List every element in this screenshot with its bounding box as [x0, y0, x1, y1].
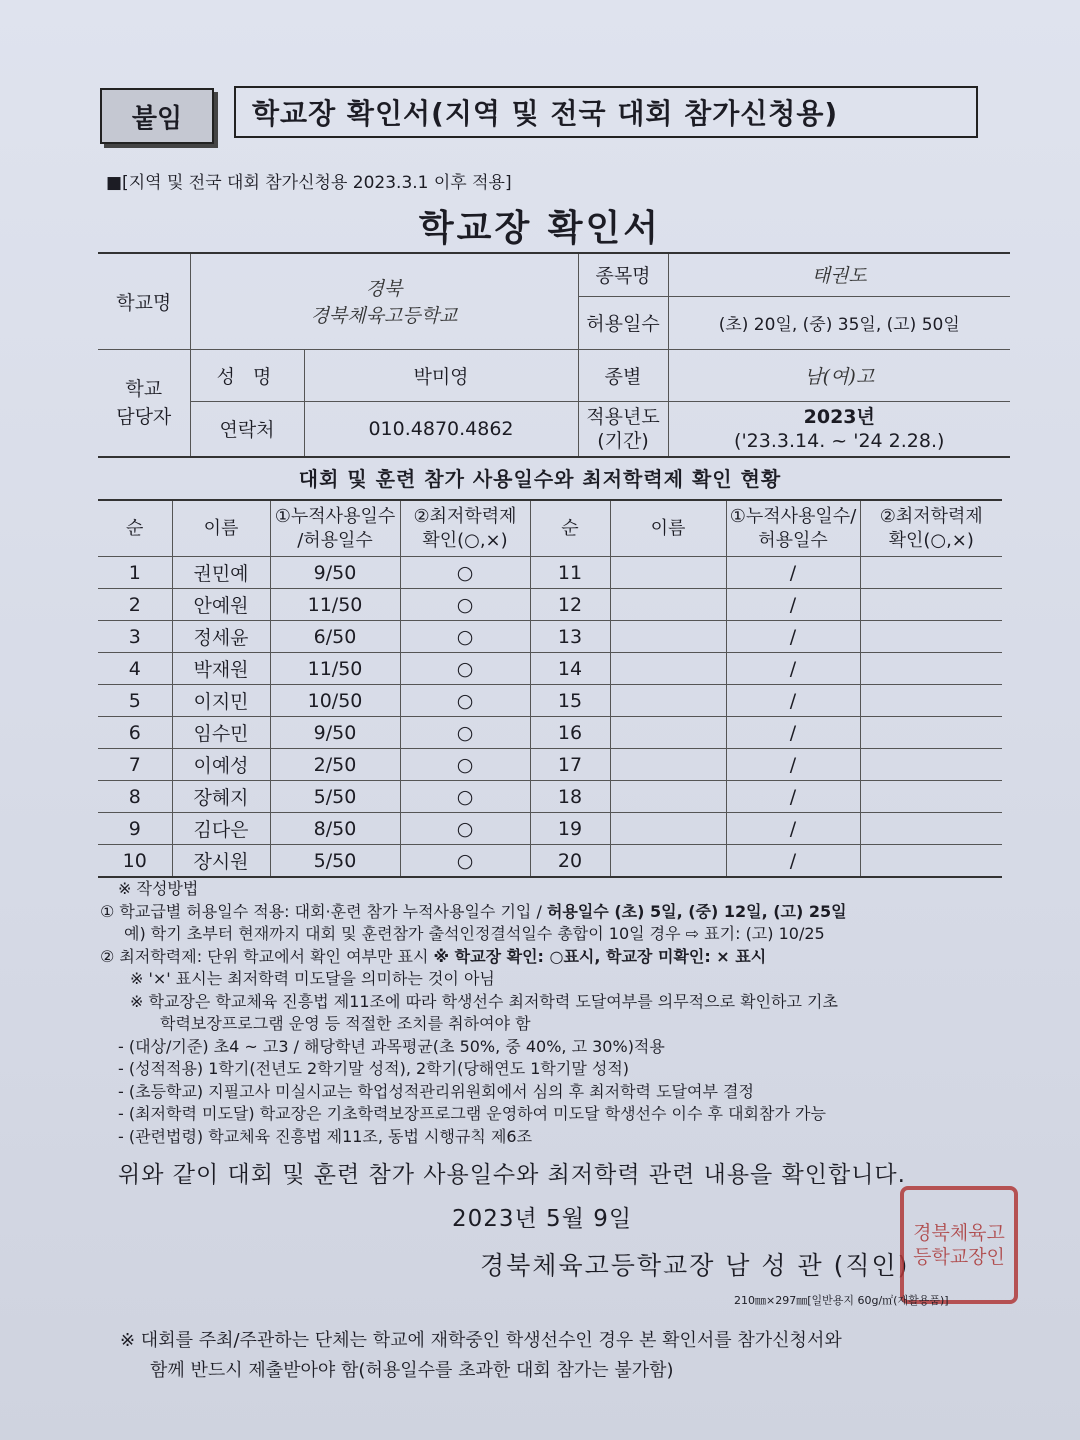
note-2-text: ② 최저학력제: 단위 학교에서 확인 여부만 표시 [100, 946, 434, 966]
principal-signature: 경북체육고등학교장 남 성 관 (직인) [480, 1251, 910, 1280]
header-check: ②최저학력제 확인(○,×) [860, 500, 1002, 557]
section-title: 대회 및 훈련 참가 사용일수와 최저학력제 확인 현황 [298, 467, 782, 491]
cell-name: 임수민 [172, 717, 270, 749]
cell-no: 7 [98, 749, 172, 781]
cell-no: 8 [98, 781, 172, 813]
cell-check [860, 685, 1002, 717]
confirmation-statement: 위와 같이 대회 및 훈련 참가 사용일수와 최저학력 관련 내용을 확인합니다. [118, 1162, 906, 1188]
header-name: 이름 [610, 500, 726, 557]
note-1-bold: 허용일수 (초) 5일, (중) 12일, (고) 25일 [546, 901, 847, 921]
cell-days: 5/50 [270, 781, 400, 813]
cell-days: 10/50 [270, 685, 400, 717]
allowed-days-value: (초) 20일, (중) 35일, (고) 50일 [668, 296, 1010, 349]
cell-check [860, 557, 1002, 589]
cell-days: 9/50 [270, 557, 400, 589]
cell-no: 4 [98, 653, 172, 685]
cell-check: ○ [400, 685, 530, 717]
cell-no: 2 [98, 589, 172, 621]
attachment-tag: 붙임 [100, 88, 214, 144]
detail-2: - (성적적용) 1학기(전년도 2학기말 성적), 2학기(당해연도 1학기말 성적) [118, 1059, 630, 1078]
header-no: 순 [530, 500, 610, 557]
school-region: 경북 [365, 278, 403, 301]
cell-name: 권민예 [172, 557, 270, 589]
cell-no: 16 [530, 717, 610, 749]
cell-name: 이지민 [172, 685, 270, 717]
table-row [98, 717, 1002, 749]
cell-days: / [726, 653, 860, 685]
table-row [98, 589, 1002, 621]
note-4b: 학력보장프로그램 운영 등 적절한 조치를 취하여야 함 [160, 1014, 531, 1033]
table-row [98, 557, 1002, 589]
cell-check [860, 717, 1002, 749]
cell-no: 11 [530, 557, 610, 589]
cell-check: ○ [400, 781, 530, 813]
category-value: 남(여)고 [668, 349, 1010, 401]
cell-name: 장시원 [172, 845, 270, 878]
header-days: ①누적사용일수/ 허용일수 [726, 500, 860, 557]
sport-label: 종목명 [578, 253, 668, 296]
cell-days: / [726, 813, 860, 845]
cell-days: / [726, 557, 860, 589]
cell-name: 이예성 [172, 749, 270, 781]
cell-check: ○ [400, 845, 530, 878]
cell-no: 9 [98, 813, 172, 845]
cell-days: / [726, 749, 860, 781]
cell-name [610, 685, 726, 717]
cell-check [860, 813, 1002, 845]
table-row [98, 653, 1002, 685]
table-row [98, 813, 1002, 845]
cell-no: 6 [98, 717, 172, 749]
cell-no: 3 [98, 621, 172, 653]
sport-value: 태권도 [668, 253, 1010, 296]
cell-name [610, 717, 726, 749]
paper-spec: 210㎜×297㎜[일반용지 60g/㎡(재활용품)] [734, 1294, 949, 1307]
notes-heading: ※ 작성방법 [118, 879, 199, 898]
table-row [98, 749, 1002, 781]
cell-check: ○ [400, 557, 530, 589]
cell-name [610, 557, 726, 589]
manager-label: 학교 담당자 [98, 349, 190, 457]
cell-days: 8/50 [270, 813, 400, 845]
cell-days: / [726, 845, 860, 878]
cell-days: / [726, 621, 860, 653]
cell-no: 14 [530, 653, 610, 685]
period-value: ('23.3.14. ~ '24 2.28.) [734, 429, 945, 452]
page-title: 학교장 확인서 [418, 208, 662, 249]
cell-no: 12 [530, 589, 610, 621]
table-row [98, 621, 1002, 653]
contact-value: 010.4870.4862 [304, 401, 578, 457]
cell-days: 11/50 [270, 589, 400, 621]
detail-1: - (대상/기준) 초4 ~ 고3 / 해당학년 과목평균(초 50%, 중 40%, 고 30%)적용 [118, 1036, 665, 1056]
header-name: 이름 [172, 500, 270, 557]
category-label: 종별 [578, 349, 668, 401]
note-3: ※ '×' 표시는 최저학력 미도달을 의미하는 것이 아님 [130, 969, 495, 988]
table-row [98, 781, 1002, 813]
cell-name [610, 845, 726, 878]
detail-5: - (관련법령) 학교체육 진흥법 제11조, 동법 시행규칙 제6조 [118, 1126, 533, 1146]
cell-check [860, 781, 1002, 813]
cell-check [860, 653, 1002, 685]
application-note: ■[지역 및 전국 대회 참가신청용 2023.3.1 이후 적용] [106, 173, 512, 193]
header-days: ①누적사용일수 /허용일수 [270, 500, 400, 557]
cell-days: / [726, 685, 860, 717]
cell-check: ○ [400, 653, 530, 685]
school-info-table [98, 252, 1010, 458]
note-1-example: 예) 학기 초부터 현재까지 대회 및 훈련참가 출석인정결석일수 총합이 10일 경우 ⇨ 표기: (고) 10/25 [124, 924, 825, 943]
cell-check: ○ [400, 813, 530, 845]
note-1-text: ① 학교급별 허용일수 적용: 대회·훈련 참가 누적사용일수 기입 / [100, 901, 547, 921]
cell-name: 장혜지 [172, 781, 270, 813]
header-check: ②최저학력제 확인(○,×) [400, 500, 530, 557]
document-box-title: 학교장 확인서(지역 및 전국 대회 참가신청용) [234, 86, 978, 138]
cell-check: ○ [400, 717, 530, 749]
cell-days: / [726, 781, 860, 813]
cell-check [860, 621, 1002, 653]
issue-date: 2023년 5월 9일 [452, 1206, 633, 1232]
footer-note [120, 1326, 842, 1386]
cell-no: 19 [530, 813, 610, 845]
note-2-bold: ※ 학교장 확인: ○표시, 학교장 미확인: × 표시 [433, 946, 767, 966]
footer-line-2: 함께 반드시 제출받아야 함(허용일수를 초과한 대회 참가는 불가함) [150, 1360, 674, 1381]
cell-no: 20 [530, 845, 610, 878]
cell-days: 11/50 [270, 653, 400, 685]
official-seal: 경북체육고등학교장인 [900, 1186, 1018, 1304]
cell-name [610, 781, 726, 813]
school-name: 경북체육고등학교 [310, 305, 458, 328]
writing-instructions [100, 878, 1010, 1148]
cell-no: 15 [530, 685, 610, 717]
cell-check: ○ [400, 749, 530, 781]
cell-name [610, 589, 726, 621]
allowed-days-label: 허용일수 [578, 296, 668, 349]
cell-days: 9/50 [270, 717, 400, 749]
cell-no: 17 [530, 749, 610, 781]
cell-check: ○ [400, 621, 530, 653]
cell-days: 2/50 [270, 749, 400, 781]
cell-name [610, 813, 726, 845]
table-row [98, 845, 1002, 878]
cell-days: 5/50 [270, 845, 400, 878]
note-4a: ※ 학교장은 학교체육 진흥법 제11조에 따라 학생선수 최저학력 도달여부를 의무적으로 확인하고 기초 [130, 991, 838, 1011]
cell-no: 5 [98, 685, 172, 717]
year-value: 2023년 [803, 405, 875, 428]
cell-name [610, 621, 726, 653]
contact-label: 연락처 [190, 401, 304, 457]
cell-no: 10 [98, 845, 172, 878]
cell-days: / [726, 717, 860, 749]
header-no: 순 [98, 500, 172, 557]
cell-name: 정세윤 [172, 621, 270, 653]
cell-check [860, 845, 1002, 878]
manager-name-label: 성 명 [190, 349, 304, 401]
manager-name-value: 박미영 [304, 349, 578, 401]
year-label: 적용년도 (기간) [578, 401, 668, 457]
cell-name: 안예원 [172, 589, 270, 621]
footer-line-1: ※ 대회를 주최/주관하는 단체는 학교에 재학중인 학생선수인 경우 본 확인서를 참가신청서와 [120, 1330, 842, 1351]
cell-no: 13 [530, 621, 610, 653]
table-row [98, 685, 1002, 717]
athlete-roster-table [98, 499, 1002, 878]
cell-name: 김다은 [172, 813, 270, 845]
cell-no: 18 [530, 781, 610, 813]
cell-check [860, 749, 1002, 781]
cell-name [610, 653, 726, 685]
cell-days: / [726, 589, 860, 621]
school-name-label: 학교명 [98, 253, 190, 349]
cell-name: 박재원 [172, 653, 270, 685]
cell-check: ○ [400, 589, 530, 621]
cell-name [610, 749, 726, 781]
detail-4: - (최저학력 미도달) 학교장은 기초학력보장프로그램 운영하여 미도달 학생선수 이수 후 대회참가 가능 [118, 1104, 826, 1123]
school-name-value [190, 253, 578, 349]
cell-no: 1 [98, 557, 172, 589]
cell-check [860, 589, 1002, 621]
detail-3: - (초등학교) 지필고사 미실시교는 학업성적관리위원회에서 심의 후 최저학력 도달여부 결정 [118, 1081, 754, 1101]
cell-days: 6/50 [270, 621, 400, 653]
